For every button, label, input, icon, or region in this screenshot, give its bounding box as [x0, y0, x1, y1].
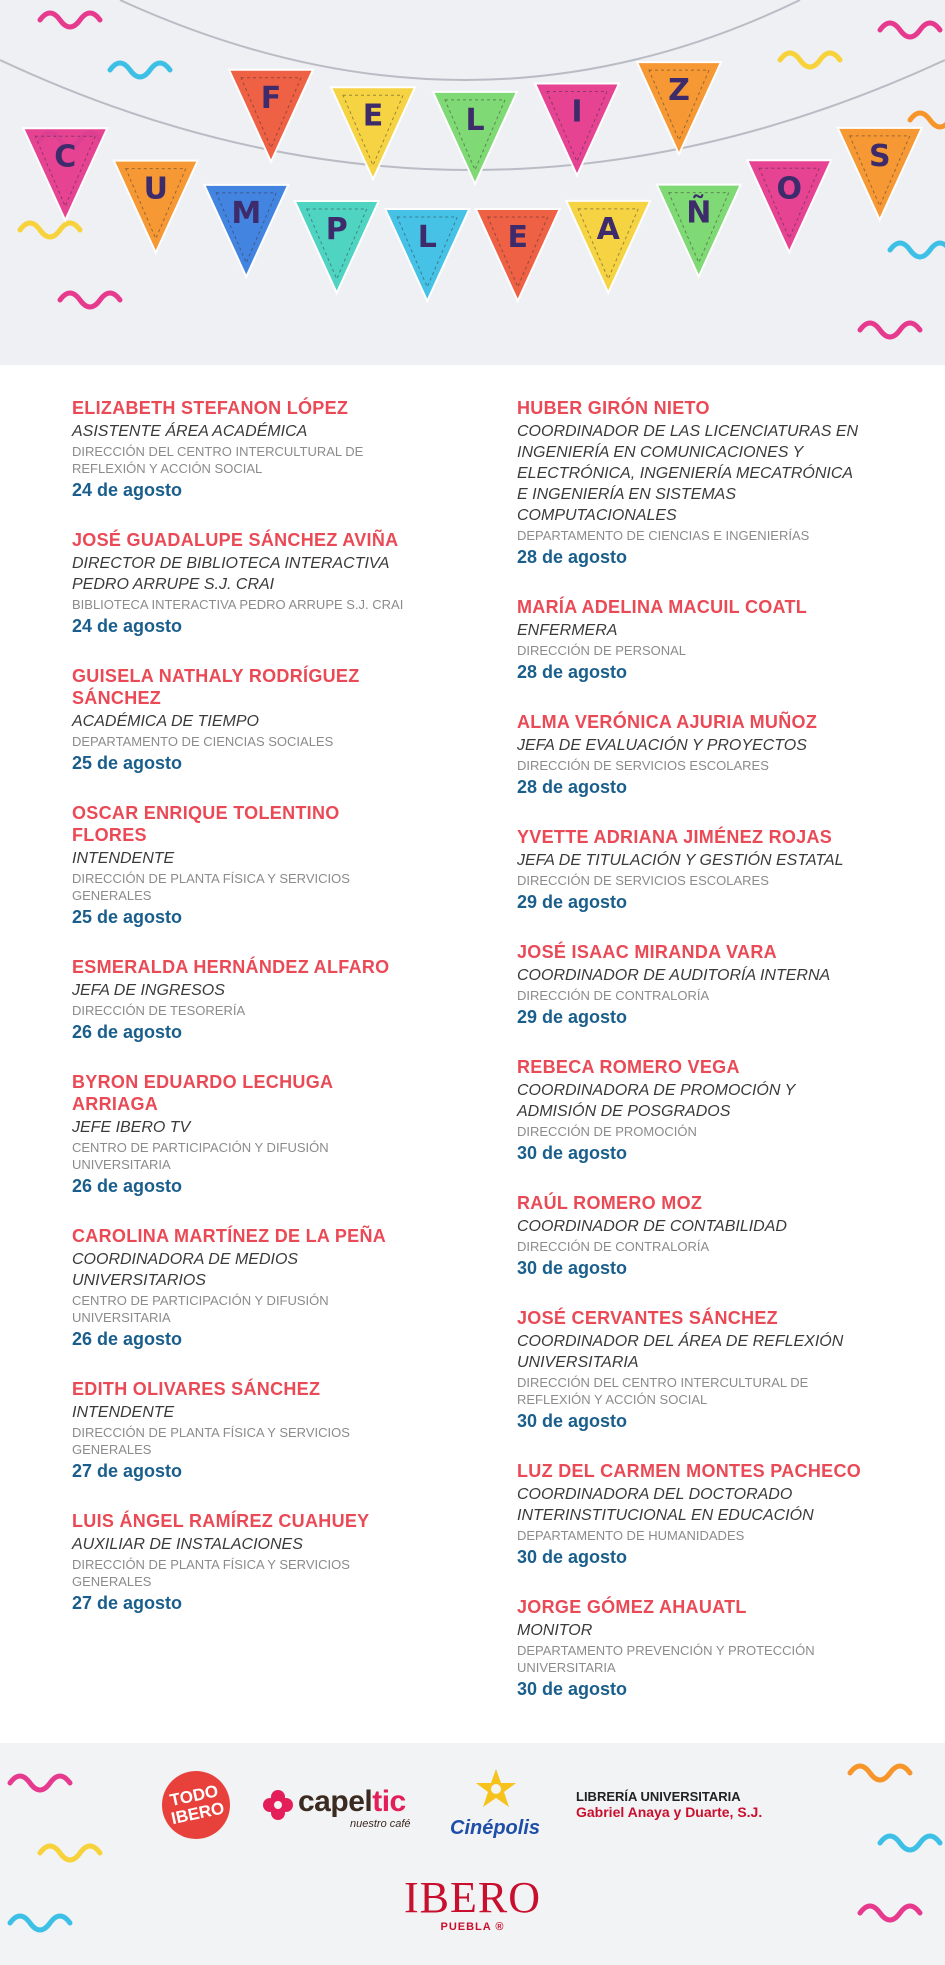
bunting-flag — [229, 70, 313, 162]
birthday-entry — [517, 1460, 867, 1568]
birthday-date: 25 de agosto — [72, 907, 183, 927]
person-name: GUISELA NATHALY RODRÍGUEZ SÁNCHEZ — [72, 666, 360, 708]
banner-header — [0, 0, 945, 366]
libreria-logo — [576, 1789, 816, 1829]
birthday-date: 29 de agosto — [517, 892, 628, 912]
birthday-entry — [72, 665, 417, 774]
person-name: JORGE GÓMEZ AHAUATL — [517, 1597, 747, 1617]
person-role: ASISTENTE ÁREA ACADÉMICA — [72, 423, 308, 440]
person-department: DIRECCIÓN DEL CENTRO INTERCULTURAL DE REFLEXIÓN Y ACCIÓN SOCIAL — [517, 1375, 809, 1407]
person-name: EDITH OLIVARES SÁNCHEZ — [72, 1379, 321, 1399]
person-department: DIRECCIÓN DEL CENTRO INTERCULTURAL DE REFLEXIÓN Y ACCIÓN SOCIAL — [72, 444, 364, 476]
left-column — [72, 397, 417, 1642]
birthday-date: 28 de agosto — [517, 547, 628, 567]
person-name: OSCAR ENRIQUE TOLENTINO FLORES — [72, 803, 340, 845]
person-role: JEFA DE EVALUACIÓN Y PROYECTOS — [517, 737, 807, 754]
person-role: INTENDENTE — [72, 850, 175, 867]
confetti-streamer — [890, 243, 945, 257]
cinepolis-logo — [446, 1767, 556, 1847]
person-department: DEPARTAMENTO DE HUMANIDADES — [517, 1528, 745, 1543]
person-department: DIRECCIÓN DE SERVICIOS ESCOLARES — [517, 873, 769, 888]
person-department: DEPARTAMENTO PREVENCIÓN Y PROTECCIÓN UNIVERSITARIA — [517, 1643, 815, 1675]
bunting-flag — [637, 62, 721, 154]
person-role: COORDINADORA DEL DOCTORADO INTERINSTITUCIONAL EN EDUCACIÓN — [517, 1486, 814, 1524]
person-department: CENTRO DE PARTICIPACIÓN Y DIFUSIÓN UNIVERSITARIA — [72, 1140, 329, 1172]
bunting-flag — [331, 87, 415, 179]
person-name: ALMA VERÓNICA AJURIA MUÑOZ — [517, 712, 818, 732]
bunting-flag — [747, 160, 831, 252]
person-department: DEPARTAMENTO DE CIENCIAS SOCIALES — [72, 734, 334, 749]
birthday-entry — [72, 1510, 417, 1614]
person-role: COORDINADORA DE MEDIOS UNIVERSITARIOS — [72, 1251, 299, 1289]
birthday-date: 24 de agosto — [72, 480, 183, 500]
bunting-letter: P — [325, 211, 348, 247]
birthday-date: 30 de agosto — [517, 1143, 628, 1163]
person-role: COORDINADOR DE AUDITORÍA INTERNA — [517, 967, 831, 984]
person-department: DIRECCIÓN DE PLANTA FÍSICA Y SERVICIOS GENERALES — [72, 1425, 350, 1457]
person-role: ACADÉMICA DE TIEMPO — [72, 713, 259, 730]
ibero-wordmark: IBERO — [404, 1873, 541, 1922]
cinepolis-wordmark: Cinépolis — [450, 1817, 541, 1839]
person-role: JEFE IBERO TV — [72, 1119, 191, 1136]
bunting-letter: C — [54, 139, 77, 175]
person-role: MONITOR — [517, 1622, 593, 1639]
bunting-flag — [657, 185, 741, 277]
birthday-date: 27 de agosto — [72, 1593, 183, 1613]
person-name: LUIS ÁNGEL RAMÍREZ CUAHUEY — [72, 1511, 370, 1531]
bunting-flag — [295, 201, 379, 293]
confetti-streamer — [850, 1766, 910, 1780]
person-name: LUZ DEL CARMEN MONTES PACHECO — [517, 1461, 862, 1481]
person-name: CAROLINA MARTÍNEZ DE LA PEÑA — [72, 1226, 387, 1246]
person-name: ESMERALDA HERNÁNDEZ ALFARO — [72, 957, 390, 977]
person-role: DIRECTOR DE BIBLIOTECA INTERACTIVA PEDRO ARRUPE S.J. CRAI — [72, 555, 389, 593]
person-department: DIRECCIÓN DE CONTRALORÍA — [517, 1239, 710, 1254]
person-name: HUBER GIRÓN NIETO — [517, 398, 710, 418]
confetti-streamer — [780, 53, 840, 67]
bunting-letter: S — [868, 138, 891, 174]
birthday-entry — [517, 1307, 867, 1432]
birthday-entry — [72, 1225, 417, 1350]
bunting-flag — [566, 201, 650, 293]
person-department: DIRECCIÓN DE SERVICIOS ESCOLARES — [517, 758, 769, 773]
bunting-letter: E — [507, 219, 528, 255]
confetti-streamer — [910, 113, 945, 127]
flower-icon — [262, 1789, 294, 1821]
confetti-streamer — [20, 223, 80, 237]
confetti-streamer — [880, 1836, 940, 1850]
person-department: DIRECCIÓN DE PLANTA FÍSICA Y SERVICIOS GENERALES — [72, 871, 350, 903]
confetti-streamer — [10, 1916, 70, 1930]
bunting-letter: U — [143, 171, 168, 207]
birthday-entry — [517, 826, 867, 913]
bunting-flag — [385, 209, 469, 301]
birthday-entry — [72, 1071, 417, 1197]
birthday-entry — [517, 596, 867, 683]
bunting-letter: L — [417, 220, 437, 256]
confetti-streamer — [40, 1846, 100, 1860]
person-role: JEFA DE TITULACIÓN Y GESTIÓN ESTATAL — [517, 852, 844, 869]
person-role: JEFA DE INGRESOS — [72, 982, 225, 999]
person-department: DIRECCIÓN DE TESORERÍA — [72, 1003, 246, 1018]
person-name: MARÍA ADELINA MACUIL COATL — [517, 597, 808, 617]
confetti-streamer — [880, 23, 940, 37]
birthday-date: 26 de agosto — [72, 1329, 183, 1349]
birthday-date: 24 de agosto — [72, 616, 183, 636]
bunting-letter: L — [465, 102, 485, 138]
libreria-line1: LIBRERÍA UNIVERSITARIA — [576, 1789, 741, 1804]
bunting-letter: Ñ — [686, 195, 712, 231]
confetti-streamer — [60, 293, 120, 307]
birthday-date: 25 de agosto — [72, 753, 183, 773]
person-name: JOSÉ GUADALUPE SÁNCHEZ AVIÑA — [72, 530, 399, 550]
capeltic-tagline: nuestro café — [350, 1818, 411, 1830]
capeltic-brand: capel — [298, 1785, 373, 1818]
capeltic-logo — [262, 1785, 422, 1835]
todo-ibero-text: TODO IBERO — [168, 1781, 227, 1829]
person-role: COORDINADOR DE LAS LICENCIATURAS EN INGENIERÍA EN COMUNICACIONES Y ELECTRÓNICA, INGENIERÍA MECATRÓNICA E INGENIERÍA EN SISTEMAS COMPUTACIONALES — [517, 423, 859, 524]
birthday-entry — [72, 956, 417, 1043]
person-role: COORDINADOR DEL ÁREA DE REFLEXIÓN UNIVERSITARIA — [517, 1333, 844, 1371]
bunting-letter: E — [362, 98, 384, 134]
confetti-streamer — [40, 13, 100, 27]
right-column — [517, 397, 867, 1728]
bunting-letter: F — [260, 80, 282, 116]
birthday-date: 30 de agosto — [517, 1258, 628, 1278]
birthday-entry — [517, 941, 867, 1028]
cinepolis-star-icon — [474, 1767, 518, 1811]
bunting-letter: O — [776, 171, 803, 207]
ibero-subtitle: PUEBLA ® — [440, 1921, 505, 1933]
person-department: BIBLIOTECA INTERACTIVA PEDRO ARRUPE S.J. CRAI — [72, 597, 404, 612]
birthday-date: 26 de agosto — [72, 1022, 183, 1042]
confetti-streamer — [860, 1906, 920, 1920]
birthday-list — [0, 365, 945, 1743]
ibero-logo — [380, 1875, 565, 1935]
birthday-date: 28 de agosto — [517, 777, 628, 797]
person-role: INTENDENTE — [72, 1404, 175, 1421]
person-role: AUXILIAR DE INSTALACIONES — [72, 1536, 303, 1553]
confetti-streamer — [10, 1776, 70, 1790]
birthday-date: 30 de agosto — [517, 1411, 628, 1431]
birthday-entry — [72, 529, 417, 637]
libreria-line2: Gabriel Anaya y Duarte, S.J. — [576, 1804, 763, 1820]
bunting-letter: A — [596, 211, 620, 247]
person-name: JOSÉ CERVANTES SÁNCHEZ — [517, 1308, 778, 1328]
bunting-letter: M — [231, 195, 262, 231]
birthday-date: 28 de agosto — [517, 662, 628, 682]
person-name: YVETTE ADRIANA JIMÉNEZ ROJAS — [517, 827, 833, 847]
person-role: COORDINADOR DE CONTABILIDAD — [517, 1218, 787, 1235]
person-role: COORDINADORA DE PROMOCIÓN Y ADMISIÓN DE POSGRADOS — [517, 1082, 795, 1120]
capeltic-brand-accent: tic — [372, 1785, 406, 1818]
birthday-entry — [517, 1056, 867, 1164]
birthday-date: 29 de agosto — [517, 1007, 628, 1027]
birthday-date: 26 de agosto — [72, 1176, 183, 1196]
bunting-flag — [114, 161, 198, 253]
person-department: DIRECCIÓN DE PLANTA FÍSICA Y SERVICIOS GENERALES — [72, 1557, 350, 1589]
sponsors-footer — [0, 1743, 945, 1965]
birthday-date: 30 de agosto — [517, 1679, 628, 1699]
person-name: BYRON EDUARDO LECHUGA ARRIAGA — [72, 1072, 333, 1114]
person-name: ELIZABETH STEFANON LÓPEZ — [72, 398, 349, 418]
bunting-flag — [476, 209, 560, 301]
birthday-entry — [72, 397, 417, 501]
person-role: ENFERMERA — [517, 622, 618, 639]
person-department: DIRECCIÓN DE CONTRALORÍA — [517, 988, 710, 1003]
bunting-flag — [838, 128, 922, 220]
birthday-date: 30 de agosto — [517, 1547, 628, 1567]
person-department: CENTRO DE PARTICIPACIÓN Y DIFUSIÓN UNIVERSITARIA — [72, 1293, 329, 1325]
bunting-letter: Z — [668, 73, 690, 109]
bunting-letter: I — [571, 94, 583, 130]
person-name: RAÚL ROMERO MOZ — [517, 1193, 703, 1213]
confetti-streamer — [110, 63, 170, 77]
birthday-date: 27 de agosto — [72, 1461, 183, 1481]
birthday-entry — [517, 711, 867, 798]
birthday-entry — [517, 1596, 867, 1700]
person-department: DEPARTAMENTO DE CIENCIAS E INGENIERÍAS — [517, 528, 810, 543]
person-name: REBECA ROMERO VEGA — [517, 1057, 740, 1077]
bunting-flag — [204, 185, 288, 277]
birthday-entry — [72, 1378, 417, 1482]
birthday-entry — [517, 397, 867, 568]
person-department: DIRECCIÓN DE PERSONAL — [517, 643, 687, 658]
birthday-entry — [517, 1192, 867, 1279]
person-department: DIRECCIÓN DE PROMOCIÓN — [517, 1124, 697, 1139]
bunting-illustration — [0, 0, 945, 365]
birthday-entry — [72, 802, 417, 928]
confetti-streamer — [860, 323, 920, 337]
bunting-flag — [23, 128, 107, 220]
person-name: JOSÉ ISAAC MIRANDA VARA — [517, 942, 777, 962]
